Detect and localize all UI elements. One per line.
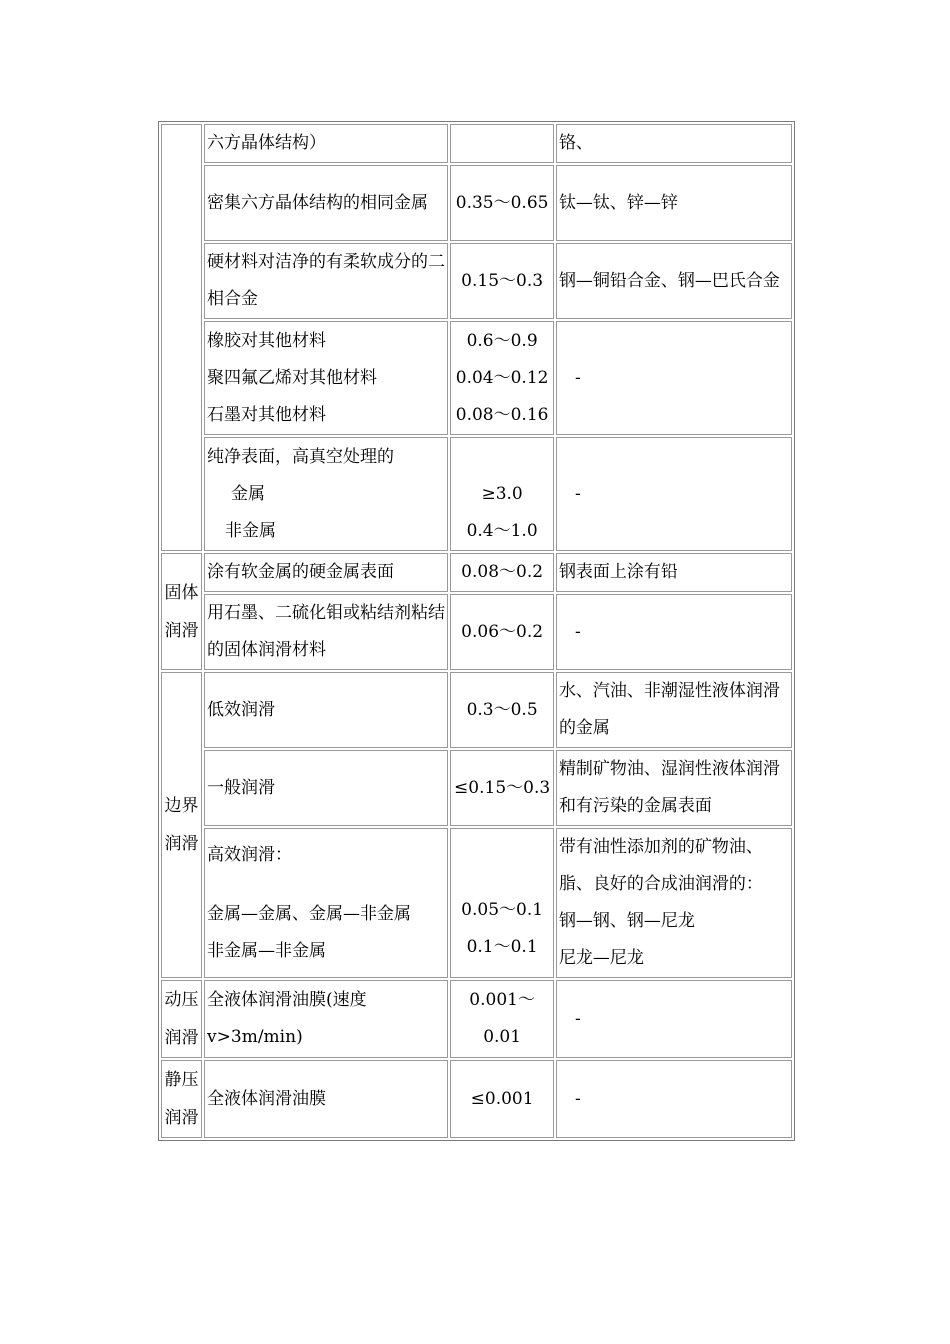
category-cell: [161, 553, 202, 670]
coefficient-cell: [450, 594, 554, 670]
coefficient-spacer: [453, 439, 551, 476]
coefficient-value: 0.35～0.65: [455, 192, 549, 213]
coefficient-value: 0.08～0.2: [461, 562, 544, 582]
description-text: 用石墨、二硫化钼或粘结剂粘结的固体润滑材料: [207, 603, 446, 660]
description-cell: [204, 750, 448, 826]
description-text: 硬材料对洁净的有柔软成分的二相合金: [207, 252, 446, 309]
example-cell: [556, 124, 792, 163]
table-row: [161, 672, 792, 748]
example-text: -: [574, 483, 581, 504]
table-row: [161, 594, 792, 670]
table-row: [161, 1060, 792, 1138]
category-cell-empty: [161, 124, 202, 551]
description-text: 全液体润滑油膜(速度v>3m/min): [207, 990, 367, 1047]
coefficient-cell: [450, 553, 554, 592]
coefficient-value: 0.3～0.5: [466, 699, 538, 720]
description-gap: [207, 874, 445, 896]
description-cell: [204, 828, 448, 978]
coefficient-value: ≤0.15～0.3: [454, 777, 551, 798]
table-row: [161, 165, 792, 241]
example-cell: [556, 165, 792, 241]
coefficient-cell: [450, 243, 554, 319]
description-cell: [204, 124, 448, 163]
example-cell: [556, 672, 792, 748]
coefficient-value: 0.05～0.1: [461, 900, 544, 920]
coefficient-cell: [450, 321, 554, 435]
coefficient-value: 0.4～1.0: [466, 520, 538, 541]
description-cell: [204, 1060, 448, 1138]
category-label: 动压润滑: [164, 990, 199, 1048]
description-cell: [204, 243, 448, 319]
coefficient-cell: [450, 672, 554, 748]
coefficient-value: 0.08～0.16: [455, 404, 549, 425]
coefficient-value: ≤0.001: [470, 1088, 534, 1109]
table-row: [161, 437, 792, 551]
category-cell: [161, 1060, 202, 1138]
table-row: [161, 243, 792, 319]
table-row: [161, 553, 792, 592]
example-cell: [556, 321, 792, 435]
example-cell: [556, 553, 792, 592]
description-text: 聚四氟乙烯对其他材料: [207, 367, 378, 388]
coefficient-value: 0.04～0.12: [455, 367, 549, 388]
description-cell: [204, 594, 448, 670]
coefficient-value: 0.6～0.9: [466, 330, 538, 351]
example-text: 带有油性添加剂的矿物油、脂、良好的合成油润滑的：: [558, 837, 763, 894]
example-cell: [556, 828, 792, 978]
example-cell: [556, 1060, 792, 1138]
description-text: 涂有软金属的硬金属表面: [207, 562, 395, 582]
category-label: 固体润滑: [164, 582, 199, 641]
description-cell: [204, 165, 448, 241]
example-text: -: [574, 621, 581, 642]
example-text: 精制矿物油、湿润性液体润滑和有污染的金属表面: [558, 759, 780, 816]
category-label: 边界润滑: [164, 796, 199, 854]
description-text: 六方晶体结构）: [207, 133, 327, 153]
example-text: 铬、: [558, 133, 593, 153]
example-text: -: [574, 1008, 581, 1029]
description-text: 金属: [231, 483, 266, 504]
description-text: 石墨对其他材料: [207, 404, 327, 425]
coefficient-cell: [450, 165, 554, 241]
example-text: -: [574, 1088, 581, 1109]
table-row: [161, 321, 792, 435]
coefficient-cell: [450, 980, 554, 1058]
description-cell: [204, 553, 448, 592]
category-cell: [161, 980, 202, 1058]
example-cell: [556, 437, 792, 551]
description-text: 非金属—非金属: [207, 940, 327, 961]
example-text: 尼龙—尼龙: [558, 948, 644, 968]
coefficient-value: 0.001～0.01: [469, 990, 535, 1047]
example-cell: [556, 243, 792, 319]
description-text: 一般润滑: [207, 777, 276, 798]
coefficient-cell: [450, 750, 554, 826]
example-cell: [556, 980, 792, 1058]
table-row: [161, 828, 792, 978]
table-row: [161, 124, 792, 163]
category-cell: [161, 672, 202, 978]
example-text: 钢表面上涂有铅: [558, 562, 678, 582]
coefficient-cell: [450, 828, 554, 978]
description-text: 金属—金属、金属—非金属: [207, 903, 412, 924]
example-text: 水、汽油、非潮湿性液体润滑的金属: [558, 681, 780, 738]
example-text: 钢—铜铅合金、钢—巴氏合金: [558, 270, 780, 291]
description-cell: [204, 980, 448, 1058]
description-text: 密集六方晶体结构的相同金属: [207, 192, 429, 213]
table-row: [161, 750, 792, 826]
coefficient-cell: [450, 124, 554, 163]
table-row: [161, 980, 792, 1058]
friction-coefficient-table: [158, 121, 795, 1141]
example-cell: [556, 594, 792, 670]
example-text: -: [574, 367, 581, 388]
coefficient-value: 0.1～0.1: [466, 937, 538, 957]
coefficient-value: 0.06～0.2: [461, 621, 544, 642]
description-cell: [204, 437, 448, 551]
example-text: 钛—钛、锌—锌: [558, 192, 678, 213]
coefficient-cell: [450, 437, 554, 551]
description-text: 橡胶对其他材料: [207, 330, 327, 351]
example-text: 钢—钢、钢—尼龙: [558, 911, 695, 931]
description-text: 低效润滑: [207, 699, 276, 720]
coefficient-value: ≥3.0: [481, 483, 523, 504]
description-cell: [204, 672, 448, 748]
description-cell: [204, 321, 448, 435]
coefficient-value: 0.15～0.3: [461, 270, 544, 291]
description-text: 纯净表面，高真空处理的: [207, 446, 395, 467]
category-label: 静压润滑: [164, 1070, 199, 1128]
coefficient-cell: [450, 1060, 554, 1138]
description-text: 高效润滑：: [207, 844, 293, 865]
description-text: 非金属: [225, 520, 277, 541]
example-cell: [556, 750, 792, 826]
description-text: 全液体润滑油膜: [207, 1088, 327, 1109]
